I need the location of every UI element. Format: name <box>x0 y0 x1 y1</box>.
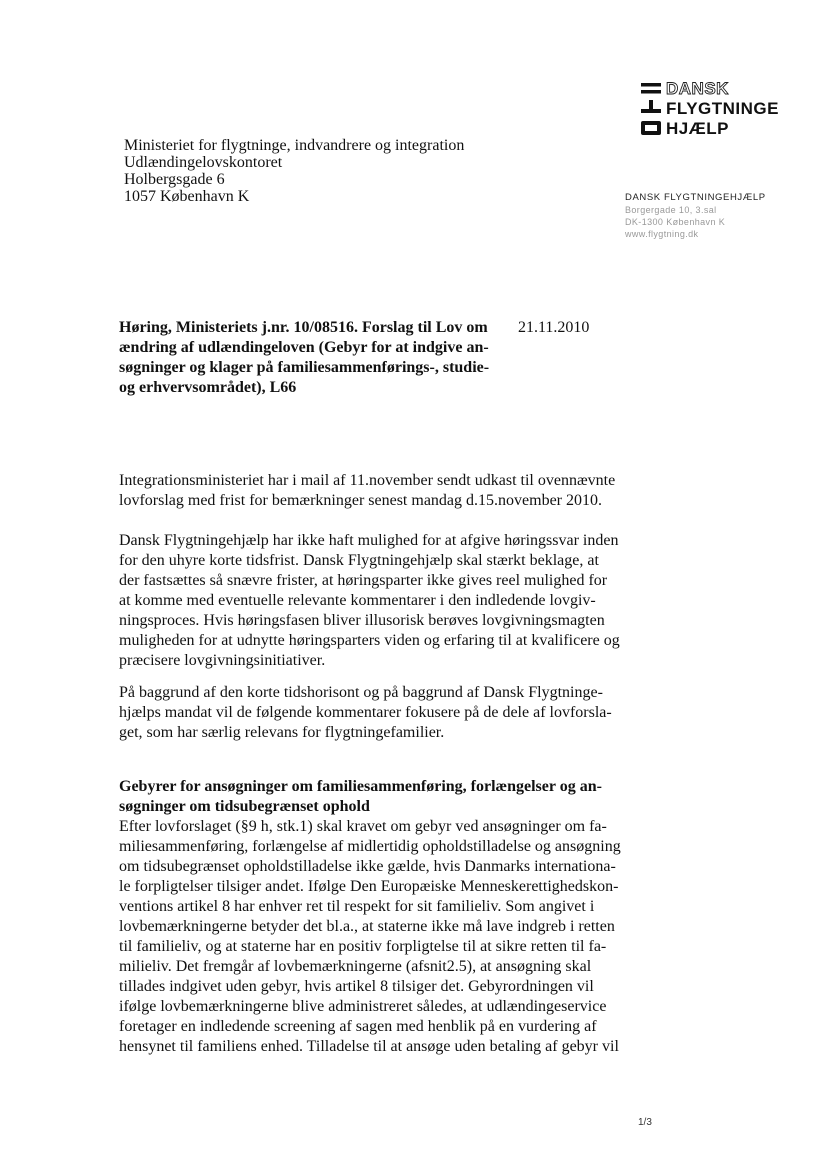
section-heading-line: søgninger om tidsubegrænset ophold <box>119 798 370 815</box>
paragraph-line: ningsproces. Hvis høringsfasen bliver illusorisk berøves lovgivningsmagten <box>119 612 605 629</box>
paragraph-line: om tidsubegrænset opholdstilladelse ikke gælde, hvis Danmarks internationa- <box>119 858 616 875</box>
section-heading-line: Gebyrer for ansøgninger om familiesammenføring, forlængelser og an- <box>119 778 602 795</box>
logo-word-dansk: DANSK <box>666 79 729 98</box>
paragraph-line: milieliv. Det fremgår af lovbemærkningerne (afsnit2.5), at ansøgning skal <box>119 958 592 975</box>
recipient-line: Udlændingelovskontoret <box>124 154 283 171</box>
paragraph-line: præcisere lovgivningsinitiativer. <box>119 652 326 669</box>
section-heading <box>119 777 602 817</box>
logo-mark-icon <box>641 80 663 142</box>
organization-address-block <box>625 191 815 240</box>
paragraph-line: hjælps mandat vil de følgende kommentarer fokusere på de dele af lovforsla- <box>119 704 612 721</box>
paragraph-line: muligheden for at udnytte høringsparters viden og erfaring til at kvalificere og <box>119 632 620 649</box>
page-number: 1/3 <box>638 1117 652 1128</box>
paragraph-line: Integrationsministeriet har i mail af 11.november sendt udkast til ovennævnte <box>119 472 616 489</box>
paragraph-intro <box>119 471 659 511</box>
organization-street: Borgergade 10, 3.sal <box>625 205 717 215</box>
paragraph-line: Efter lovforslaget (§9 h, stk.1) skal kravet om gebyr ved ansøgninger om fa- <box>119 818 607 835</box>
logo-word-hjaelp: HJÆLP <box>666 119 729 138</box>
paragraph-line: På baggrund af den korte tidshorisont og på baggrund af Dansk Flygtninge- <box>119 684 603 701</box>
subject-line: og erhvervsområdet), L66 <box>119 379 297 396</box>
paragraph-line: get, som har særlig relevans for flygtningefamilier. <box>119 724 445 741</box>
letter-subject <box>119 318 514 398</box>
logo-word-flygtninge: FLYGTNINGE <box>666 99 779 118</box>
letter-date: 21.11.2010 <box>518 319 590 336</box>
paragraph-line: Dansk Flygtningehjælp har ikke haft mulighed for at afgive høringssvar inden <box>119 532 619 549</box>
paragraph-line: tillades indgivet uden gebyr, hvis artikel 8 tilsiger det. Gebyrordningen vil <box>119 978 594 995</box>
organization-website: www.flygtning.dk <box>625 229 699 239</box>
paragraph-line: til familieliv, og at staterne har en positiv forpligtelse til at sikre retten til fa- <box>119 938 607 955</box>
organization-logo <box>641 80 791 142</box>
subject-line: søgninger og klager på familiesammenførings-, studie- <box>119 359 490 376</box>
paragraph-line: hensynet til familiens enhed. Tilladelse til at ansøge uden betaling af gebyr vil <box>119 1038 619 1055</box>
paragraph-line: ifølge lovbemærkningerne blive administreret således, at udlændingeservice <box>119 998 607 1015</box>
paragraph-focus <box>119 683 659 743</box>
paragraph-line: at komme med eventuelle relevante kommentarer i den indledende lovgiv- <box>119 592 596 609</box>
subject-line: Høring, Ministeriets j.nr. 10/08516. Forslag til Lov om <box>119 319 488 336</box>
recipient-line: 1057 København K <box>124 188 250 205</box>
organization-name: DANSK FLYGTNINGEHJÆLP <box>625 192 766 203</box>
paragraph-line: miliesammenføring, forlængelse af midlertidig opholdstilladelse og ansøgning <box>119 838 621 855</box>
paragraph-deadline-concern <box>119 531 659 671</box>
recipient-address <box>124 137 464 205</box>
paragraph-line: foretager en indledende screening af sagen med henblik på en vurdering af <box>119 1018 597 1035</box>
recipient-line: Ministeriet for flygtninge, indvandrere og integration <box>124 137 465 154</box>
paragraph-line: der fastsættes så snævre frister, at høringsparter ikke gives reel mulighed for <box>119 572 608 589</box>
paragraph-line: for den uhyre korte tidsfrist. Dansk Flygtningehjælp skal stærkt beklage, at <box>119 552 599 569</box>
organization-city: DK-1300 København K <box>625 217 726 227</box>
paragraph-line: ventions artikel 8 har enhver ret til respekt for sit familieliv. Som angivet i <box>119 898 595 915</box>
recipient-line: Holbergsgade 6 <box>124 171 225 188</box>
paragraph-line: le forpligtelser tilsiger andet. Ifølge Den Europæiske Menneskerettighedskon- <box>119 878 619 895</box>
paragraph-line: lovforslag med frist for bemærkninger senest mandag d.15.november 2010. <box>119 492 602 509</box>
subject-line: ændring af udlændingeloven (Gebyr for at indgive an- <box>119 339 489 356</box>
paragraph-fees <box>119 817 659 1057</box>
paragraph-line: lovbemærkningerne betyder det bl.a., at staterne ikke må lave indgreb i retten <box>119 918 615 935</box>
